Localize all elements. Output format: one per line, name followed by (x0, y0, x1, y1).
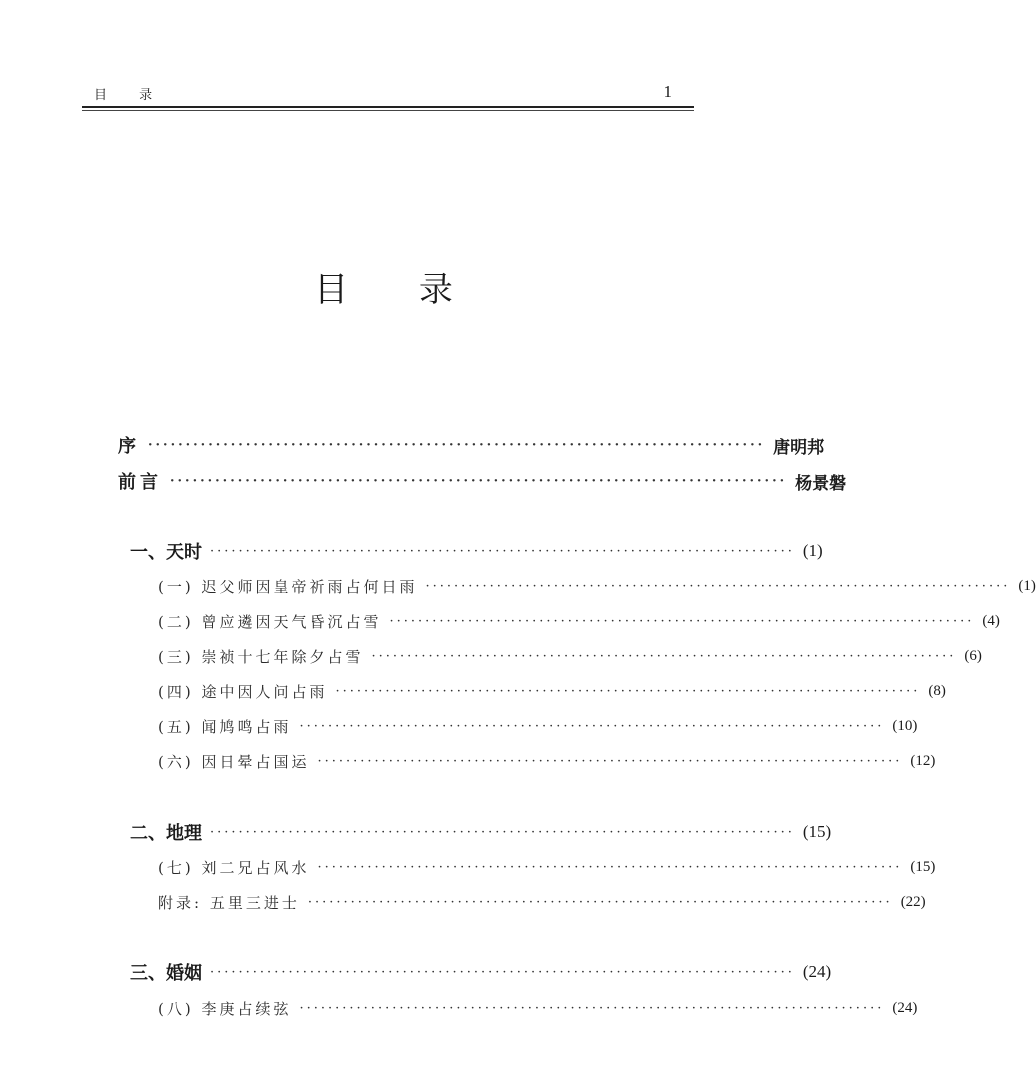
toc-entry[interactable] (158, 888, 926, 916)
page-title: 目 录 (314, 270, 483, 310)
dot-leader: ·················································································· (299, 1000, 885, 1016)
toc-page-number: (1) (1018, 577, 1036, 594)
toc-entry-label: 前言 (118, 472, 162, 493)
toc-page-number: (6) (964, 647, 982, 664)
dot-leader: ·················································································· (307, 894, 893, 910)
toc-chapter-label: 一、天时 (130, 542, 202, 563)
toc-page-number: (10) (892, 717, 918, 734)
toc-chapter[interactable] (130, 818, 832, 846)
dot-leader: ·················································································· (170, 473, 788, 489)
toc-entry-label: 附录: 五里三进士 (158, 893, 300, 912)
toc-entry-foreword[interactable] (118, 467, 847, 495)
toc-entry[interactable] (158, 747, 936, 775)
toc-entry-label: (一) 迟父师因皇帝祈雨占何日雨 (158, 577, 418, 596)
dot-leader: ·················································································· (425, 578, 1011, 594)
toc-entry-label: (七) 刘二兄占风水 (158, 858, 310, 877)
running-header (82, 84, 694, 106)
toc-entry-label: 序 (118, 436, 140, 457)
toc-entry-label: (五) 闻鸠鸣占雨 (158, 717, 292, 736)
toc-entry-preface[interactable] (118, 431, 825, 459)
dot-leader: ·················································································· (371, 648, 957, 664)
toc-entry[interactable] (158, 572, 1036, 600)
toc-page-number: (8) (928, 682, 946, 699)
toc-entry-label: (六) 因日晕占国运 (158, 752, 310, 771)
dot-leader: ·················································································· (317, 753, 903, 769)
toc-entry-author: 唐明邦 (773, 437, 825, 458)
toc-entry-label: (二) 曾应遴因天气昏沉占雪 (158, 612, 382, 631)
toc-page-number: (22) (900, 893, 926, 910)
toc-page-number: (4) (982, 612, 1000, 629)
toc-page-number: (24) (802, 962, 832, 981)
toc-entry-label: (八) 李庚占续弦 (158, 999, 292, 1018)
toc-entry[interactable] (158, 853, 936, 881)
toc-entry[interactable] (158, 642, 982, 670)
running-header-title: 目 录 (94, 88, 167, 103)
header-rule (82, 106, 694, 108)
toc-entry-label: (三) 崇祯十七年除夕占雪 (158, 647, 364, 666)
dot-leader: ·················································································· (148, 437, 766, 453)
dot-leader: ·················································································· (335, 683, 921, 699)
toc-entry[interactable] (158, 677, 946, 705)
toc-chapter[interactable] (130, 537, 823, 565)
toc-page-number: (15) (910, 858, 936, 875)
toc-entry[interactable] (158, 607, 1000, 635)
header-rule-thin (82, 110, 694, 111)
toc-page-number: (24) (892, 999, 918, 1016)
toc-page-number: (15) (802, 822, 832, 841)
dot-leader: ·················································································· (210, 964, 795, 980)
toc-entry[interactable] (158, 994, 918, 1022)
dot-leader: ·················································································· (210, 543, 795, 559)
toc-entry[interactable] (158, 712, 918, 740)
dot-leader: ·················································································· (210, 824, 795, 840)
toc-page-number: (12) (910, 752, 936, 769)
page-number: 1 (663, 82, 672, 101)
toc-chapter[interactable] (130, 958, 832, 986)
toc-entry-label: (四) 途中因人问占雨 (158, 682, 328, 701)
dot-leader: ·················································································· (317, 859, 903, 875)
toc-entry-author: 杨景磐 (795, 473, 847, 494)
dot-leader: ·················································································· (389, 613, 975, 629)
toc-chapter-label: 三、婚姻 (130, 963, 202, 984)
toc-page-number: (1) (802, 541, 823, 560)
dot-leader: ·················································································· (299, 718, 885, 734)
toc-chapter-label: 二、地理 (130, 823, 202, 844)
